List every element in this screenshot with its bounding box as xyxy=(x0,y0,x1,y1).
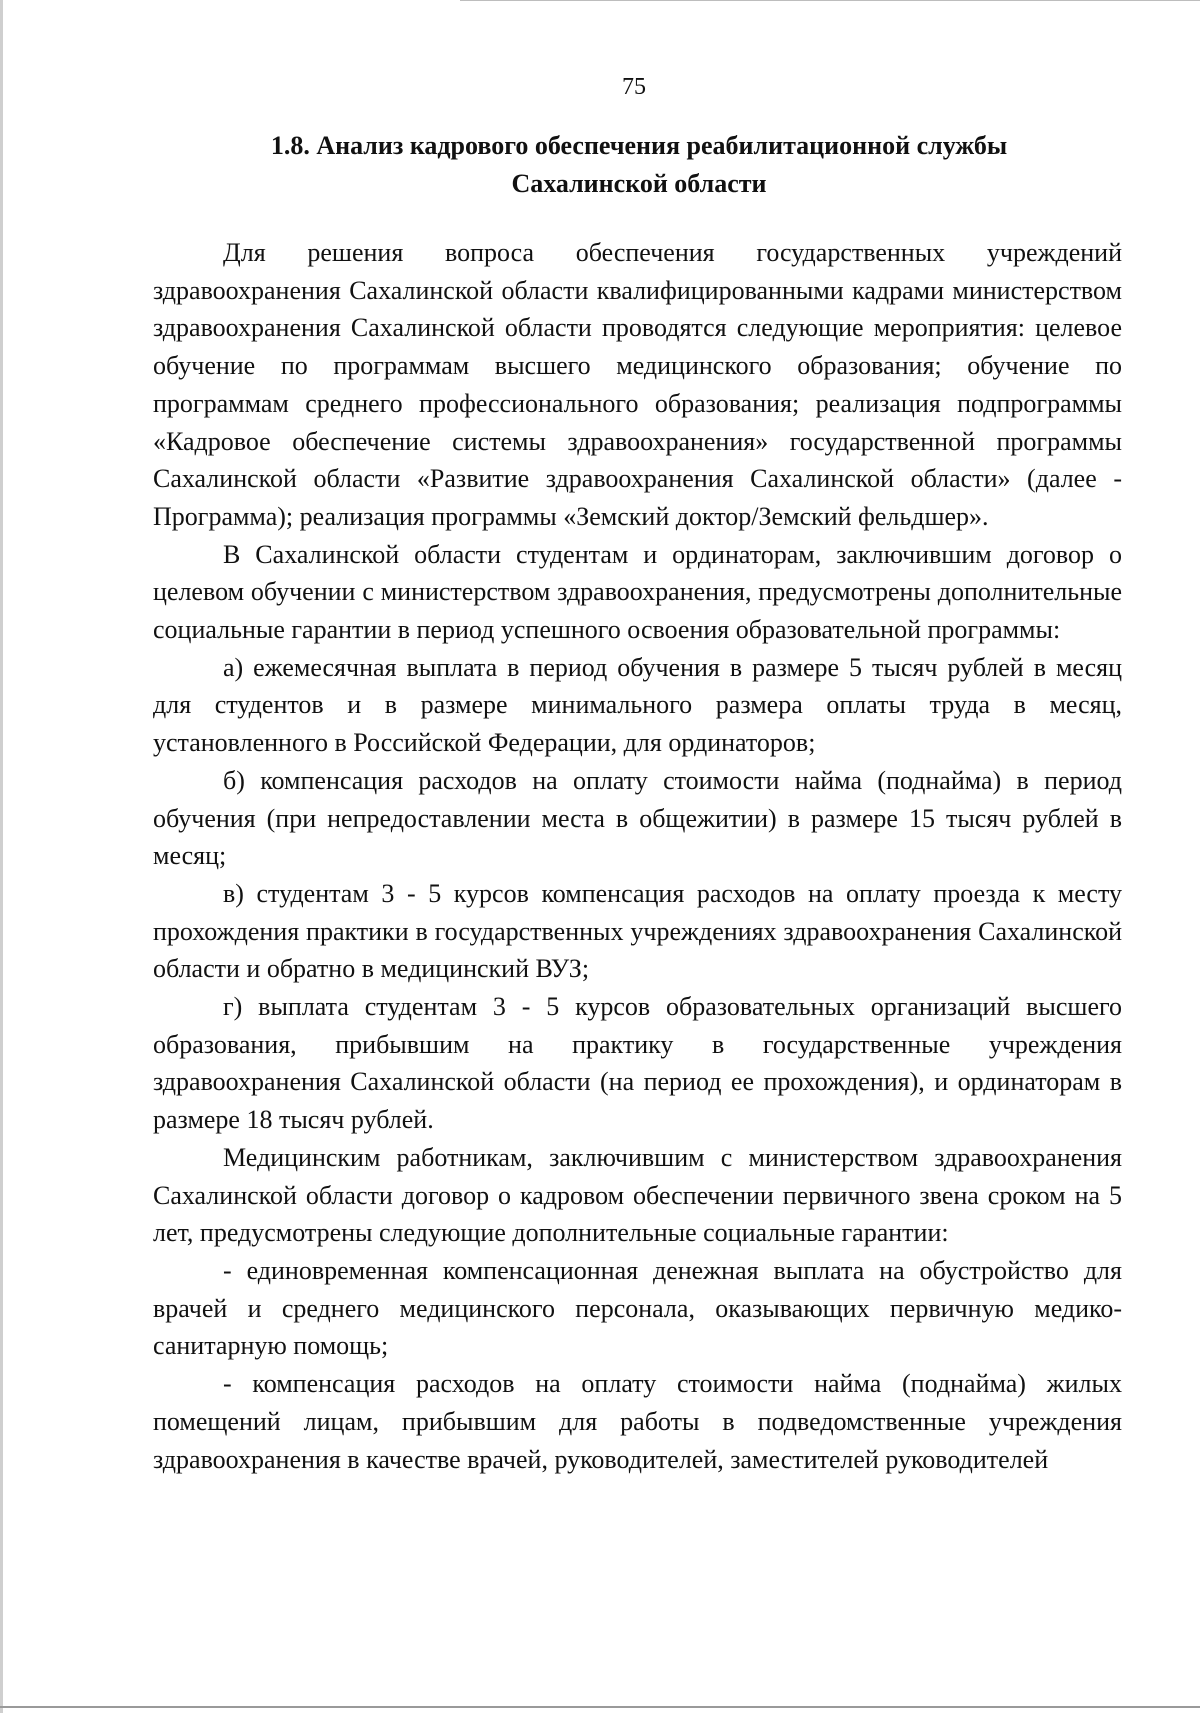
list-item-a: а) ежемесячная выплата в период обучения в размере 5 тысяч рублей в месяц для студентов и в размере минимального размера оплаты труда в месяц, установленного в Российской Федерации, для ординаторов; xyxy=(153,652,1122,758)
dash-item-housing-compensation: - компенсация расходов на оплату стоимости найма (поднайма) жилых помещений лицам, прибывшим для работы в подведомственные учреждения здравоохранения в качестве врачей, руководителей, заместителей руководителей xyxy=(153,1369,1122,1474)
paragraph-medical-workers: Медицинским работникам, заключившим с министерством здравоохранения Сахалинской области договор о кадровом обеспечении первичного звена сроком на 5 лет, предусмотрены следующие дополнительные социальные гарантии: xyxy=(153,1142,1122,1248)
list-item-v: в) студентам 3 - 5 курсов компенсация расходов на оплату проезда к месту прохождения практики в государственных учреждениях здравоохранения Сахалинской области и обратно в медицинский ВУЗ; xyxy=(153,878,1122,984)
section-heading-line-2: Сахалинской области xyxy=(511,169,767,198)
dash-item-compensation-payment: - единовременная компенсационная денежная выплата на обустройство для врачей и среднего медицинского персонала, оказывающих первичную медико-санитарную помощь; xyxy=(153,1255,1122,1361)
section-heading-line-1: 1.8. Анализ кадрового обеспечения реабилитационной службы xyxy=(270,131,1008,160)
scan-edge-top xyxy=(460,0,1200,1)
scan-edge-left xyxy=(0,0,3,1713)
page-number: 75 xyxy=(622,74,646,100)
section-heading xyxy=(150,127,1128,203)
list-item-g: г) выплата студентам 3 - 5 курсов образовательных организаций высшего образования, прибывшим на практику в государственные учреждения здравоохранения Сахалинской области (на период ее прохождения), и ординаторам в размере 18 тысяч рублей. xyxy=(153,992,1122,1135)
scan-edge-bottom xyxy=(0,1706,1200,1708)
body-text xyxy=(153,234,1122,1478)
paragraph-social-guarantees: В Сахалинской области студентам и ординаторам, заключившим договор о целевом обучении с министерством здравоохранения, предусмотрены дополнительные социальные гарантии в период успешного освоения образовательной программы: xyxy=(153,539,1122,645)
list-item-b: б) компенсация расходов на оплату стоимости найма (поднайма) в период обучения (при непредоставлении места в общежитии) в размере 15 тысяч рублей в месяц; xyxy=(153,765,1122,871)
paragraph-intro: Для решения вопроса обеспечения государственных учреждений здравоохранения Сахалинской области квалифицированными кадрами министерством здравоохранения Сахалинской области проводятся следующие мероприятия: целевое обучение по программам высшего медицинского образования; обучение по программам среднего профессионального образования; реализация подпрограммы «Кадровое обеспечение системы здравоохранения» государственной программы Сахалинской области «Развитие здравоохранения Сахалинской области» (далее - Программа); реализация программы «Земский доктор/Земский фельдшер». xyxy=(153,238,1122,531)
